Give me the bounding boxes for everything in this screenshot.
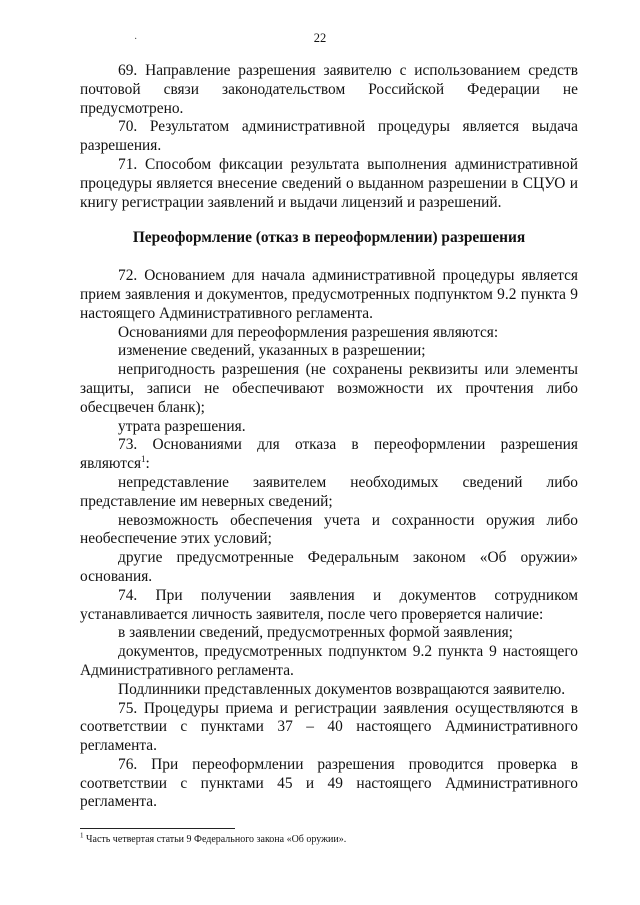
- paragraph-refusal-1: непредставление заявителем необходимых сведений либо представление им неверных сведений;: [80, 473, 578, 510]
- footnote-text: Часть четвертая статьи 9 Федерального закона «Об оружии».: [83, 834, 347, 845]
- page-number: 22: [313, 31, 327, 45]
- paragraph-74: 74. При получении заявления и документов сотрудником устанавливается личность заявителя, после чего проверяется наличие:: [80, 586, 578, 623]
- footnote-divider: [80, 828, 235, 829]
- paragraph-refusal-3: другие предусмотренные Федеральным законом «Об оружии» основания.: [80, 549, 578, 585]
- footnote-reference: 1: [141, 454, 146, 465]
- paragraph-ground-unfit: непригодность разрешения (не сохранены реквизиты или элементы защиты, записи не обеспечивают возможности их прочтения либо обесцвечен бланк);: [80, 361, 578, 416]
- paragraph-73-tail: :: [145, 455, 150, 473]
- paragraph-73: [80, 436, 578, 474]
- paragraph-originals: Подлинники представленных документов возвращаются заявителю.: [118, 680, 566, 698]
- paragraph-75: 75. Процедуры приема и регистрации заявления осуществляются в соответствии с пунктами 37 – 40 настоящего Административного регламента.: [80, 699, 578, 755]
- section-heading: Переоформление (отказ в переоформлении) разрешения: [132, 229, 526, 247]
- paragraph-73-text: 73. Основаниями для отказа в переоформлении разрешения являются: [80, 436, 578, 473]
- stray-mark: ·: [134, 34, 138, 45]
- body-text: [80, 62, 578, 812]
- paragraph-72: 72. Основанием для начала административной процедуры является прием заявления и документов, предусмотренных подпунктом 9.2 пункта 9 настоящего Административного регламента.: [80, 267, 578, 322]
- paragraph-grounds-intro: Основаниями для переоформления разрешения являются:: [118, 323, 499, 341]
- paragraph-70: 70. Результатом административной процедуры является выдача разрешения.: [80, 118, 578, 155]
- paragraph-check-2: документов, предусмотренных подпунктом 9.2 пункта 9 настоящего Административного регламента.: [80, 643, 578, 679]
- paragraph-ground-loss: утрата разрешения.: [118, 417, 246, 435]
- paragraph-71: 71. Способом фиксации результата выполнения административной процедуры является внесение сведений о выданном разрешении в СЦУО и книгу регистрации заявлений и выдачи лицензий и разрешений.: [80, 155, 578, 211]
- footnote: [80, 833, 346, 846]
- paragraph-ground-change: изменение сведений, указанных в разрешении;: [118, 342, 426, 360]
- paragraph-refusal-2: невозможность обеспечения учета и сохранности оружия либо необеспечение этих условий;: [80, 511, 578, 548]
- paragraph-check-1: в заявлении сведений, предусмотренных формой заявления;: [118, 624, 513, 642]
- paragraph-76: 76. При переоформлении разрешения проводится проверка в соответствии с пунктами 45 и 49 настоящего Административного регламента.: [80, 755, 578, 811]
- paragraph-69: 69. Направление разрешения заявителю с использованием средств почтовой связи законодательством Российской Федерации не предусмотрено.: [80, 62, 578, 117]
- footnote-marker: 1: [80, 831, 84, 840]
